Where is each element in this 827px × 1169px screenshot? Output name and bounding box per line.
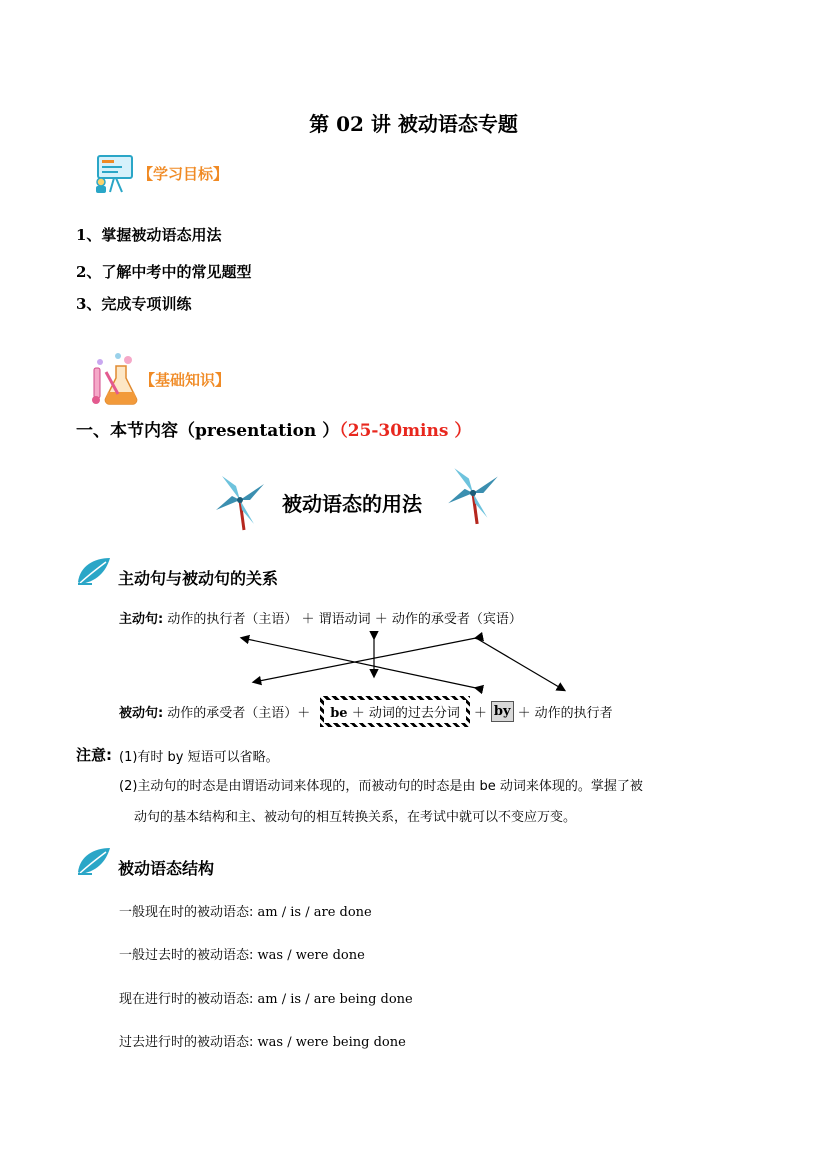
structure-row — [119, 901, 372, 920]
structure-form: was / were done — [257, 948, 365, 963]
structure-label: 一般现在时的被动语态: — [119, 905, 254, 920]
structure-form: am / is / are being done — [257, 992, 413, 1007]
section-heading-text: 一、本节内容（presentation ） — [76, 421, 340, 441]
be-plus: ＋ — [351, 706, 365, 721]
active-sentence — [119, 608, 522, 627]
structure-label: 过去进行时的被动语态: — [119, 1035, 254, 1050]
structure-form: was / were being done — [257, 1035, 406, 1050]
by-box: by — [491, 701, 514, 722]
note-line-1: (1)有时 by 短语可以省略。 — [119, 750, 279, 765]
be-word: be — [330, 706, 348, 721]
relation-arrows — [236, 630, 576, 696]
goal-item-2: 2、了解中考中的常见题型 — [76, 263, 252, 281]
lab-flask-icon — [88, 352, 140, 406]
note-line-2: (2)主动句的时态是由谓语动词来体现的，而被动句的时态是由 be 动词来体现的。掌握了被 — [119, 779, 643, 794]
structure-label: 现在进行时的被动语态: — [119, 992, 254, 1007]
basics-banner — [88, 352, 230, 406]
relation-title: 主动句与被动句的关系 — [118, 569, 279, 588]
structure-form: am / is / are done — [257, 905, 372, 920]
leaf-icon — [76, 556, 112, 586]
structure-title: 被动语态结构 — [118, 859, 215, 878]
whiteboard-teacher-icon — [92, 152, 138, 194]
active-label: 主动句: — [119, 612, 164, 627]
goal-item-1: 1、掌握被动语态用法 — [76, 226, 222, 244]
structure-row — [119, 944, 365, 963]
structure-row — [119, 988, 413, 1007]
page-title: 第 02 讲 被动语态专题 — [309, 112, 518, 136]
structure-label: 一般过去时的被动语态: — [119, 948, 254, 963]
leaf-icon-2 — [76, 846, 112, 876]
participle-text: 动词的过去分词 — [368, 706, 460, 721]
passive-post: 动作的执行者 — [534, 706, 613, 721]
goals-banner — [92, 152, 228, 194]
passive-sentence — [119, 696, 613, 727]
passive-pre: 动作的承受者（主语）＋ — [167, 706, 311, 721]
note-label: 注意: — [76, 746, 112, 764]
section-heading — [76, 416, 471, 441]
goals-banner-label: 【学习目标】 — [138, 164, 229, 183]
note-line-3: 动句的基本结构和主、被动句的相互转换关系，在考试中就可以不变应万变。 — [134, 810, 577, 825]
plus-3: ＋ — [517, 706, 531, 721]
be-participle-box — [320, 696, 470, 727]
pinwheel-title: 被动语态的用法 — [282, 492, 422, 516]
passive-label: 被动句: — [119, 706, 164, 721]
pinwheel-icon — [214, 470, 266, 532]
active-text: 动作的执行者（主语） ＋ 谓语动词 ＋ 动作的承受者（宾语） — [167, 612, 522, 627]
basics-banner-label: 【基础知识】 — [140, 370, 231, 389]
plus-2: ＋ — [473, 706, 487, 721]
section-time: （25-30mins ） — [339, 421, 472, 441]
structure-row — [119, 1031, 406, 1050]
goal-item-3: 3、完成专项训练 — [76, 295, 192, 313]
pinwheel-icon-right — [446, 462, 500, 526]
